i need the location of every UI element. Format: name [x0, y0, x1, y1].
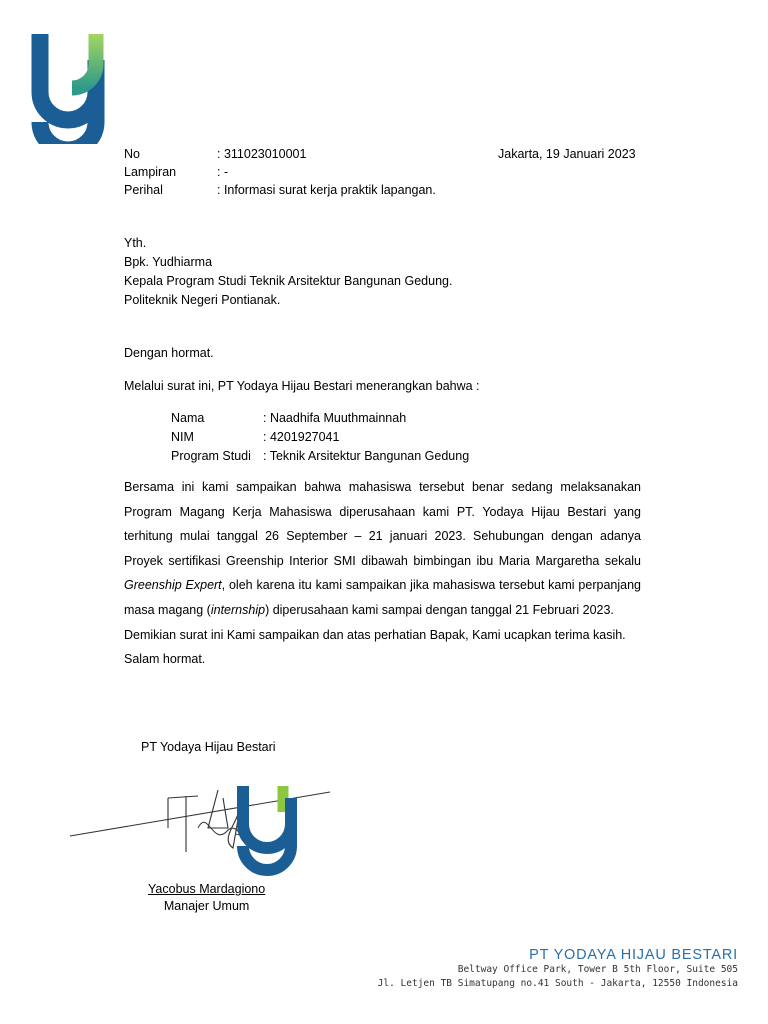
- recipient-name: Bpk. Yudhiarma: [124, 255, 213, 269]
- footer-address-1: Beltway Office Park, Tower B 5th Floor, Suite 505: [457, 964, 738, 975]
- nama-label: Nama: [171, 411, 205, 425]
- letter-date: Jakarta, 19 Januari 2023: [498, 147, 636, 161]
- letter-meta: [124, 145, 436, 199]
- nim-value: : 4201927041: [263, 430, 340, 444]
- meta-lampiran-label: Lampiran: [124, 165, 177, 179]
- meta-lampiran-value: : -: [217, 165, 229, 179]
- recipient-position: Kepala Program Studi Teknik Arsitektur Bangunan Gedung.: [124, 274, 453, 288]
- p1-part-b: , oleh karena itu kami sampaikan jika mahasiswa tersebut kami perpanjang masa magang (: [124, 578, 641, 617]
- signer-title: Manajer Umum: [163, 899, 250, 913]
- p1-part-a: Bersama ini kami sampaikan bahwa mahasiswa tersebut benar sedang melaksanakan Program Magang Kerja Mahasiswa diperusahaan kami PT. Yodaya Hijau Bestari yang terhitung mulai tanggal 26 September – 21 januari 2023. Sehubungan dengan adanya Proyek sertifikasi Greenship Interior SMI dibawah bimbingan ibu Maria Margaretha sekalu: [124, 480, 641, 568]
- recipient-yth: Yth.: [124, 236, 147, 250]
- student-nama: [171, 409, 469, 428]
- signer-name: Yacobus Mardagiono: [148, 882, 266, 896]
- letterhead-footer: [378, 947, 738, 991]
- student-prodi: [171, 447, 469, 466]
- recipient-block: [124, 234, 452, 310]
- body-paragraph-2: Demikian surat ini Kami sampaikan dan atas perhatian Bapak, Kami ucapkan terima kasih.: [124, 627, 626, 642]
- letter-body: [124, 475, 641, 672]
- closing-company: PT Yodaya Hijau Bestari: [141, 740, 276, 754]
- company-logo: [30, 30, 106, 144]
- footer-company: PT YODAYA HIJAU BESTARI: [529, 947, 738, 963]
- prodi-value: : Teknik Arsitektur Bangunan Gedung: [263, 449, 470, 463]
- p1-emphasis-1: Greenship Expert: [124, 578, 222, 593]
- nama-value: : Naadhifa Muuthmainnah: [263, 411, 407, 425]
- intro-text: Melalui surat ini, PT Yodaya Hijau Bestari menerangkan bahwa :: [124, 379, 480, 393]
- meta-no-value: : 311023010001: [217, 147, 307, 161]
- p1-emphasis-2: internship: [210, 602, 266, 617]
- meta-perihal-value: : Informasi surat kerja praktik lapangan.: [217, 183, 436, 197]
- recipient-institution: Politeknik Negeri Pontianak.: [124, 293, 281, 307]
- meta-no: [124, 145, 436, 163]
- signature: [68, 768, 348, 880]
- student-nim: [171, 428, 469, 447]
- p1-part-c: ) diperusahaan kami sampai dengan tanggal 21 Februari 2023.: [265, 602, 614, 617]
- meta-perihal-label: Perihal: [124, 183, 163, 197]
- greeting: Dengan hormat.: [124, 346, 214, 360]
- meta-perihal: [124, 181, 436, 199]
- prodi-label: Program Studi: [171, 449, 251, 463]
- body-paragraph-1: [124, 475, 641, 623]
- student-info: [171, 409, 469, 466]
- body-paragraph-3: Salam hormat.: [124, 652, 206, 667]
- nim-label: NIM: [171, 430, 194, 444]
- meta-no-label: No: [124, 147, 140, 161]
- meta-lampiran: [124, 163, 436, 181]
- signer-block: [148, 881, 265, 915]
- footer-address-2: Jl. Letjen TB Simatupang no.41 South - Jakarta, 12550 Indonesia: [377, 978, 738, 989]
